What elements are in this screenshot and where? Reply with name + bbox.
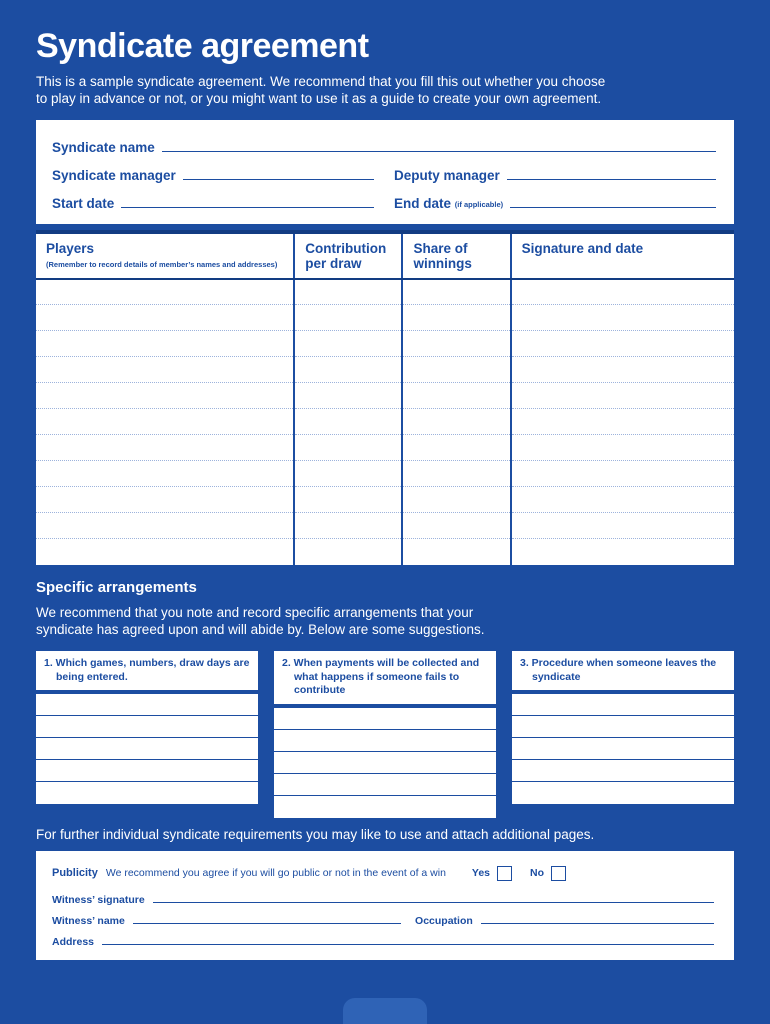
players-table [36,230,734,565]
table-cell[interactable] [294,357,402,383]
players-table-header-row [36,232,734,279]
table-cell[interactable] [402,357,510,383]
table-cell[interactable] [36,409,294,435]
managers-row [52,157,718,185]
table-cell[interactable] [511,357,734,383]
address-label: Address [52,936,95,949]
table-row [36,357,734,383]
write-line[interactable] [274,708,496,730]
intro-line-2: to play in advance or not, or you might want to use it as a guide to create your own agreement. [36,91,602,107]
write-line[interactable] [512,782,734,804]
write-line[interactable] [36,760,258,782]
end-date-label [394,196,503,213]
table-cell[interactable] [402,461,510,487]
write-line[interactable] [36,738,258,760]
suggestion-lines [512,694,734,804]
table-row [36,487,734,513]
details-box [36,120,734,224]
occupation-field[interactable] [481,923,714,924]
end-date-note: (if applicable) [454,199,504,209]
table-row [36,513,734,539]
write-line[interactable] [36,716,258,738]
share-header-cell [402,232,510,279]
occupation-label: Occupation [415,915,473,928]
publicity-box [36,851,734,960]
yes-checkbox[interactable] [497,866,512,881]
table-cell[interactable] [511,461,734,487]
table-cell[interactable] [511,305,734,331]
signature-header-cell [511,232,734,279]
players-header-cell [36,232,294,279]
table-row [36,435,734,461]
table-row [36,409,734,435]
suggestion-lines [36,694,258,804]
table-cell[interactable] [402,435,510,461]
table-cell[interactable] [36,383,294,409]
table-cell[interactable] [36,513,294,539]
table-cell[interactable] [294,305,402,331]
syndicate-name-row [52,129,718,157]
table-cell[interactable] [402,305,510,331]
page-title: Syndicate agreement [36,27,369,65]
syndicate-name-field[interactable] [162,151,716,152]
address-field[interactable] [102,944,714,945]
table-cell[interactable] [511,539,734,565]
no-checkbox[interactable] [551,866,566,881]
contribution-header-label: Contribution per draw [305,240,387,272]
deputy-manager-field[interactable] [507,179,716,180]
witness-signature-row [52,885,718,906]
write-line[interactable] [274,774,496,796]
suggestion-box-2 [274,651,496,818]
specific-arrangements-heading: Specific arrangements [36,578,197,596]
table-cell[interactable] [294,383,402,409]
witness-name-label: Witness’ name [52,915,125,928]
table-cell[interactable] [294,539,402,565]
table-cell[interactable] [511,435,734,461]
table-cell[interactable] [36,487,294,513]
signature-header-label: Signature and date [521,240,644,256]
address-row [52,927,718,948]
write-line[interactable] [274,796,496,818]
table-cell[interactable] [511,331,734,357]
table-cell[interactable] [511,487,734,513]
table-cell[interactable] [294,461,402,487]
start-date-label: Start date [52,195,115,211]
table-row [36,461,734,487]
suggestion-box-3 [512,651,734,818]
table-cell[interactable] [294,409,402,435]
specific-arrangements-text [36,604,734,639]
table-cell[interactable] [511,513,734,539]
start-date-group [52,196,376,213]
table-cell[interactable] [402,383,510,409]
end-date-group [394,196,718,213]
witness-signature-label: Witness’ signature [52,894,145,907]
players-header-label: Players [46,240,95,256]
table-cell[interactable] [294,435,402,461]
publicity-label: Publicity [52,867,98,880]
table-cell[interactable] [36,357,294,383]
suggestion-box-1-title: 1. Which games, numbers, draw days are being entered. [36,651,258,690]
table-cell[interactable] [402,331,510,357]
end-date-label-text: End date [394,195,452,211]
write-line[interactable] [512,760,734,782]
suggestion-boxes [36,651,734,818]
table-cell[interactable] [402,409,510,435]
write-line[interactable] [512,716,734,738]
start-date-field[interactable] [121,207,374,208]
table-cell[interactable] [36,539,294,565]
table-cell[interactable] [36,279,294,305]
deputy-manager-group [394,168,718,185]
share-header-label: Share of winnings [413,240,472,272]
no-label: No [530,867,545,880]
syndicate-manager-field[interactable] [183,179,374,180]
write-line[interactable] [274,752,496,774]
table-cell[interactable] [294,279,402,305]
end-date-field[interactable] [510,207,716,208]
suggestion-box-2-title: 2. When payments will be collected and what happens if someone fails to contribute [274,651,496,704]
suggestion-box-3-title: 3. Procedure when someone leaves the syndicate [512,651,734,690]
table-cell[interactable] [511,409,734,435]
table-cell[interactable] [36,461,294,487]
syndicate-manager-group [52,168,376,185]
write-line[interactable] [36,782,258,804]
players-header-note: (Remember to record details of member’s names and addresses) [46,260,278,270]
publicity-row [52,861,718,885]
table-row [36,305,734,331]
players-table-body [36,279,734,565]
table-cell[interactable] [402,487,510,513]
specific-text-line-1: We recommend that you note and record specific arrangements that your [36,604,474,620]
table-cell[interactable] [36,305,294,331]
table-cell[interactable] [294,513,402,539]
table-row [36,383,734,409]
table-cell[interactable] [36,435,294,461]
write-line[interactable] [274,730,496,752]
table-row [36,279,734,305]
intro-text [36,73,734,108]
table-row [36,331,734,357]
specific-text-line-2: syndicate has agreed upon and will abide by. Below are some suggestions. [36,622,485,638]
table-cell[interactable] [294,487,402,513]
publicity-choices [472,866,566,881]
yes-label: Yes [471,867,491,880]
table-cell[interactable] [402,539,510,565]
dates-row [52,185,718,213]
syndicate-manager-label: Syndicate manager [52,167,176,183]
suggestion-box-1 [36,651,258,818]
witness-signature-field[interactable] [153,902,714,903]
additional-pages-note: For further individual syndicate requirements you may like to use and attach additional pages. [36,826,595,842]
table-cell[interactable] [511,383,734,409]
witness-name-row [52,906,718,927]
footer-logo [343,998,427,1024]
intro-line-1: This is a sample syndicate agreement. We recommend that you fill this out whether you choose [36,73,606,89]
suggestion-lines [274,708,496,818]
witness-name-field[interactable] [133,923,401,924]
table-cell[interactable] [402,513,510,539]
table-cell[interactable] [402,279,510,305]
write-line[interactable] [512,738,734,760]
publicity-text: We recommend you agree if you will go public or not in the event of a win [105,867,446,880]
table-cell[interactable] [36,331,294,357]
write-line[interactable] [512,694,734,716]
deputy-manager-label: Deputy manager [394,167,500,183]
syndicate-name-label: Syndicate name [52,139,155,155]
table-cell[interactable] [511,279,734,305]
table-row [36,539,734,565]
write-line[interactable] [36,694,258,716]
contribution-header-cell [294,232,402,279]
table-cell[interactable] [294,331,402,357]
